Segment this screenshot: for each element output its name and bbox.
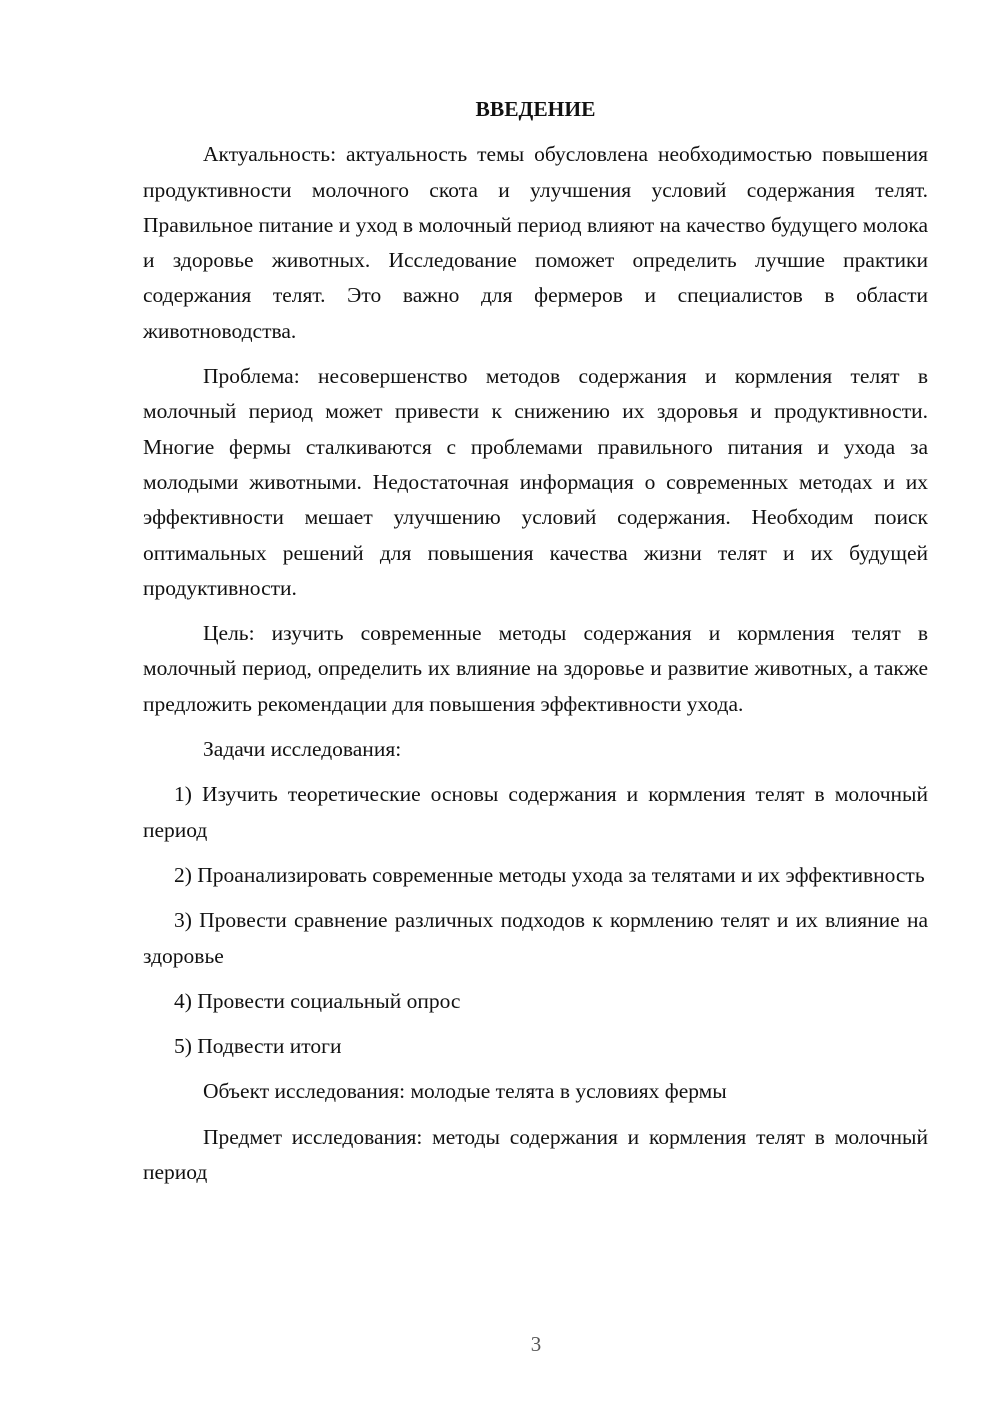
tasks-heading: Задачи исследования:	[203, 737, 402, 762]
page-number: 3	[530, 1332, 542, 1356]
goal-paragraph: Цель: изучить современные методы содержания и кормления телят в молочный период, определить их влияние на здоровье и развитие животных, а также предложить рекомендации для повышения эффективности ухода.	[143, 621, 928, 716]
task-item-1: 1) Изучить теоретические основы содержания и кормления телят в молочный период	[143, 782, 928, 842]
task-item-4: 4) Провести социальный опрос	[174, 988, 461, 1013]
task-item-5: 5) Подвести итоги	[174, 1034, 342, 1059]
research-object: Объект исследования: молодые телята в условиях фермы	[203, 1079, 727, 1104]
task-item-2: 2) Проанализировать современные методы ухода за телятами и их эффективность	[174, 862, 925, 887]
relevance-paragraph: Актуальность: актуальность темы обусловлена необходимостью повышения продуктивности молочного скота и улучшения условий содержания телят. Правильное питание и уход в молочный период влияют на качество будущего молока и здоровье животных. Исследование поможет определить лучшие практики содержания телят. Это важно для фермеров и специалистов в области животноводства.	[143, 142, 928, 343]
page-title: ВВЕДЕНИЕ	[475, 97, 596, 121]
research-subject: Предмет исследования: методы содержания и кормления телят в молочный период	[143, 1124, 928, 1185]
page-content	[143, 92, 928, 1200]
problem-paragraph: Проблема: несовершенство методов содержания и кормления телят в молочный период может привести к снижению их здоровья и продуктивности. Многие фермы сталкиваются с проблемами правильного питания и ухода за молодыми животными. Недостаточная информация о современных методах и их эффективности мешает улучшению условий содержания. Необходим поиск оптимальных решений для повышения качества жизни телят и их будущей продуктивности.	[143, 364, 928, 600]
task-item-3: 3) Провести сравнение различных подходов к кормлению телят и их влияние на здоровье	[143, 908, 928, 968]
